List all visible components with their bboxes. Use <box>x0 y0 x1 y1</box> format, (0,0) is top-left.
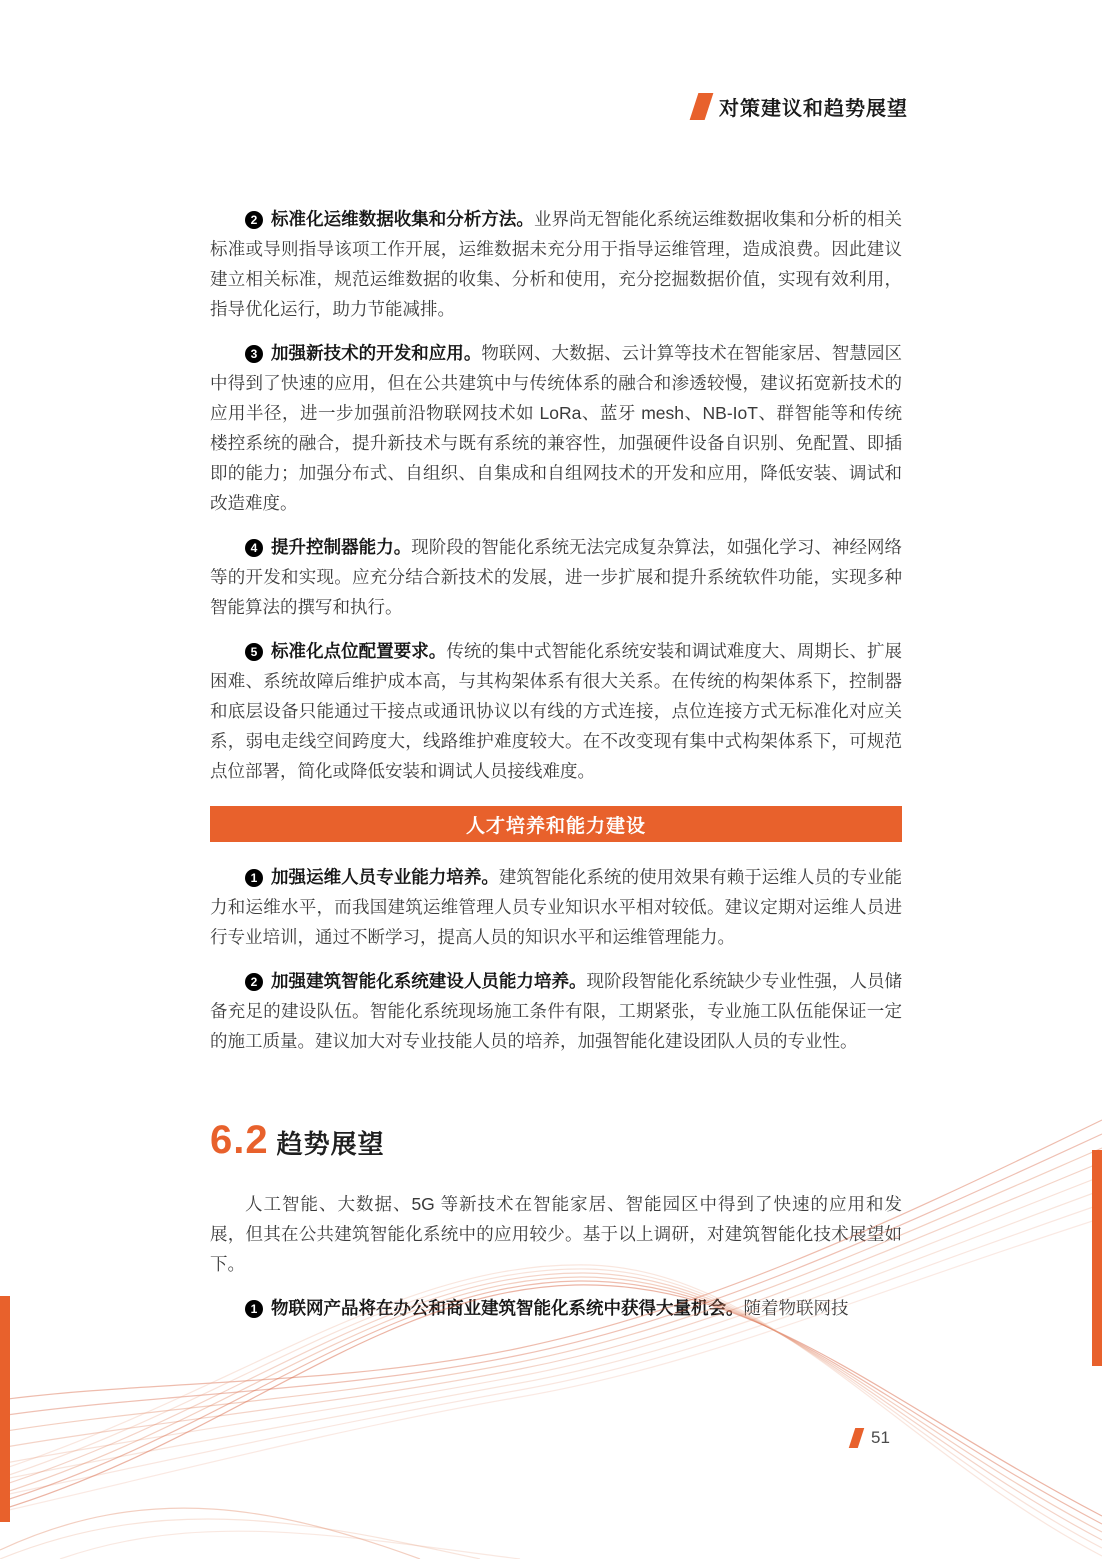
section-title: 趋势展望 <box>276 1129 385 1159</box>
paragraph <box>210 1293 902 1323</box>
content-column <box>210 0 902 1337</box>
item-marker: 4 <box>245 539 263 557</box>
paragraph-body: 现阶段智能化系统缺少专业性强，人员储备充足的建设队伍。智能化系统现场施工条件有限，工期紧张，专业施工队伍能保证一定的施工质量。建议加大对专业技能人员的培养，加强智能化建设团队人员的专业性。 <box>210 971 903 1051</box>
section-number: 6.2 <box>210 1118 269 1162</box>
paragraph-lead: 提升控制器能力。 <box>271 537 412 557</box>
item-marker: 1 <box>245 1300 263 1318</box>
paragraph-lead: 加强建筑智能化系统建设人员能力培养。 <box>271 971 587 991</box>
page-number: 51 <box>871 1428 890 1447</box>
paragraph-body: 现阶段的智能化系统无法完成复杂算法，如强化学习、神经网络等的开发和实现。应充分结合新技术的发展，进一步扩展和提升系统软件功能，实现多种智能算法的撰写和执行。 <box>210 537 902 617</box>
right-edge-accent-bar <box>1092 1150 1102 1366</box>
paragraph <box>210 966 902 1056</box>
paragraph-body: 业界尚无智能化系统运维数据收集和分析的相关标准或导则指导该项工作开展，运维数据未充分用于指导运维管理，造成浪费。因此建议建立相关标准，规范运维数据的收集、分析和使用，充分挖掘数据价值，实现有效利用，指导优化运行，助力节能减排。 <box>210 209 903 319</box>
left-edge-accent-bar <box>0 1296 10 1522</box>
paragraph-lead: 标准化运维数据收集和分析方法。 <box>271 209 534 229</box>
paragraph <box>210 204 902 324</box>
paragraph-body: 建筑智能化系统的使用效果有赖于运维人员的专业能力和运维水平，而我国建筑运维管理人员专业知识水平相对较低。建议定期对运维人员进行专业培训，通过不断学习，提高人员的知识水平和运维管理能力。 <box>210 867 903 947</box>
paragraph <box>210 636 902 786</box>
paragraph-body: 传统的集中式智能化系统安装和调试难度大、周期长、扩展困难、系统故障后维护成本高，与其构架体系有很大关系。在传统的构架体系下，控制器和底层设备只能通过干接点或通讯协议以有线的方式连接，点位连接方式无标准化对应关系，弱电走线空间跨度大，线路维护难度较大。在不改变现有集中式构架体系下，可规范点位部署，简化或降低安装和调试人员接线难度。 <box>210 641 903 781</box>
item-marker: 2 <box>245 211 263 229</box>
item-marker: 5 <box>245 643 263 661</box>
paragraph-lead: 加强新技术的开发和应用。 <box>271 343 482 363</box>
paragraph-lead: 标准化点位配置要求。 <box>271 641 447 661</box>
paragraph-lead: 物联网产品将在办公和商业建筑智能化系统中获得大量机会。 <box>271 1298 744 1318</box>
paragraph-body: 随着物联网技 <box>743 1298 849 1318</box>
item-marker: 1 <box>245 869 263 887</box>
page-number-slash-icon <box>849 1428 864 1448</box>
section-banner: 人才培养和能力建设 <box>210 806 902 842</box>
section-heading <box>210 1118 902 1163</box>
paragraph <box>210 1189 902 1279</box>
page-footer <box>852 1428 890 1448</box>
paragraph-body: 人工智能、大数据、5G 等新技术在智能家居、智能园区中得到了快速的应用和发展，但其在公共建筑智能化系统中的应用较少。基于以上调研，对建筑智能化技术展望如下。 <box>210 1194 902 1274</box>
item-marker: 3 <box>245 345 263 363</box>
paragraph <box>210 532 902 622</box>
item-marker: 2 <box>245 973 263 991</box>
header-title: 对策建议和趋势展望 <box>719 98 908 120</box>
paragraph <box>210 862 902 952</box>
paragraph-body: 物联网、大数据、云计算等技术在智能家居、智慧园区中得到了快速的应用，但在公共建筑中与传统体系的融合和渗透较慢，建议拓宽新技术的应用半径，进一步加强前沿物联网技术如 LoRa、蓝牙 mesh、NB-IoT、群智能等和传统楼控系统的融合，提升新技术与既有系统的兼容性，加强硬件设备自识别、免配置、即插即的能力；加强分布式、自组织、自集成和自组网技术的开发和应用，降低安装、调试和改造难度。 <box>210 343 903 513</box>
paragraph-lead: 加强运维人员专业能力培养。 <box>271 867 499 887</box>
paragraph <box>210 338 902 518</box>
